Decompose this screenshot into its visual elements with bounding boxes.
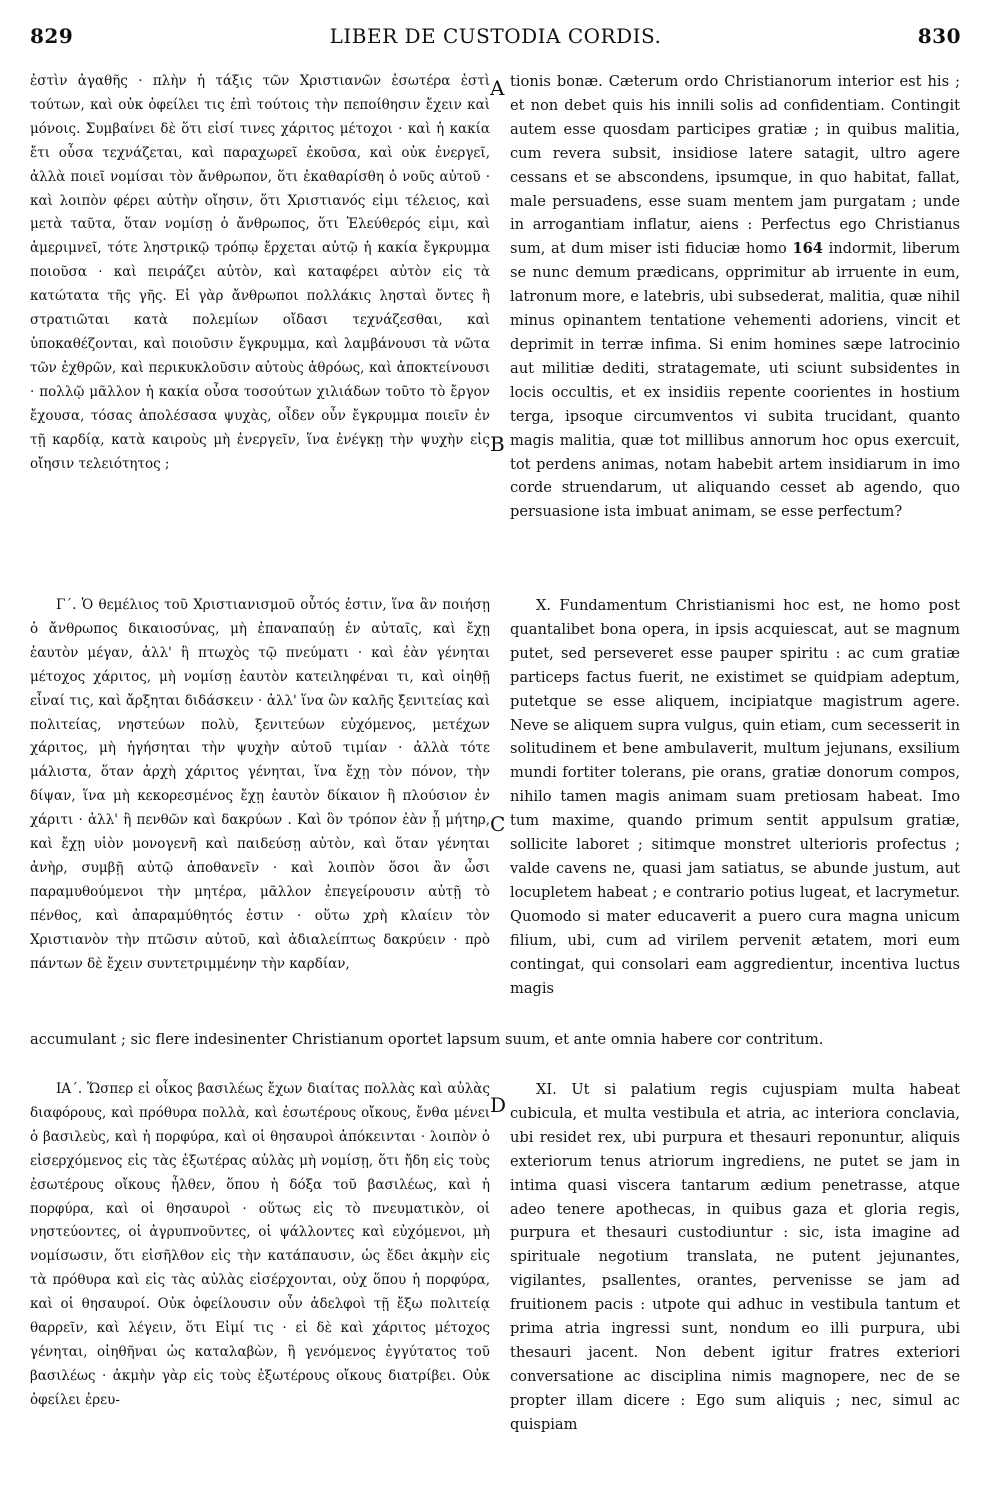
latin-paragraph-1 <box>510 70 960 590</box>
latin-text-1a: tionis bonæ. Cæterum ordo Christianorum interior est his ; et non debet quis his innili solis ad confidentiam. Contingit autem esse quosdam participes gratiæ ; in quibus malitia, cum revera subsit, insidiose latere satagit, ultro agere cessans et se abscondens, ipsumque, in quo habitat, fallat, male persuadens, esse suam mentem jam purgatam ; unde in arrogantiam inflatur, aiens : Perfectus ego Christianus sum, at dum miser isti fiduciæ homo <box>510 73 960 258</box>
running-title: LIBER DE CUSTODIA CORDIS. <box>329 24 662 48</box>
greek-text-1: ἐστὶν ἀγαθῆς · πλὴν ἡ τάξις τῶν Χριστιανῶν ἐσωτέρα ἐστὶ τούτων, καὶ οὐκ ὀφείλει τις ἐπὶ τούτοις τὴν πεποίθησιν ἔχειν καὶ μόνοις. Συμβαίνει δὲ ὅτι εἰσί τινες χάριτος μέτοχοι · καὶ ἡ κακία ἔτι οὖσα τεχνάζεται, καὶ παραχωρεῖ ἐκοῦσα, καὶ οὐκ ἐνεργεῖ, ἀλλὰ ποιεῖ νομίσαι τὸν ἄνθρωπον, ὅτι ἐκαθαρίσθη ὁ νοῦς αὐτοῦ · καὶ λοιπὸν φέρει αὐτὴν οἴησιν, ὅτι Χριστιανός εἰμι τέλειος, καὶ μετὰ ταῦτα, ὅταν νομίσῃ ὁ ἄνθρωπος, ὅτι Ἐλεύθερός εἰμι, καὶ ἀμεριμνεῖ, τότε ληστρικῷ τρόπῳ ἔρχεται αὐτῷ ἡ κακία ἔγκρυμμα ποιοῦσα · καὶ πειράζει αὐτὸν, καὶ καταφέρει αὐτὸν εἰς τὰ κατώτατα τῆς γῆς. Εἰ γὰρ ἄνθρωποι πολλάκις λησταὶ ὄντες ἢ στρατιῶται κατὰ πολεμίων οἴδασι τεχνάζεσθαι, καὶ ὑποκαθέζονται, καὶ ποιοῦσιν ἔγκρυμμα, καὶ λαμβάνουσι τὰ νῶτα τῶν ἐχθρῶν, καὶ περικυκλοῦσιν αὐτοὺς ἀθρόως, καὶ ἀποκτείνουσι · πολλῷ μᾶλλον ἡ κακία οὖσα τοσούτων χιλιάδων τοῦτο τὸ ἔργον ἔχουσα, τόσας ἀπολέσασα ψυχὰς, οἶδεν οὖν ἔγκρυμμα ποιεῖν ἐν τῇ καρδίᾳ, κατὰ καιροὺς μὴ ἐνεργεῖν, ἵνα ἐνέγκῃ τὴν ψυχὴν εἰς οἴησιν τελειότητος ; <box>30 73 490 472</box>
greek-text-3: ΙΑ΄. Ὥσπερ εἰ οἶκος βασιλέως ἔχων διαίτας πολλὰς καὶ αὐλὰς διαφόρους, καὶ πρόθυρα πολλὰ, καὶ ἐσωτέρους οἴκους, ἔνθα μένει ὁ βασιλεὺς, καὶ ἡ πορφύρα, καὶ οἱ θησαυροὶ ἀπόκεινται · λοιπὸν ὁ εἰσερχόμενος εἰς τὰς ἐξωτέρας αὐλὰς μὴ νομίσῃ, ὅτι ἤδη εἰς τοὺς ἐσωτέρους οἴκους ἦλθεν, ὅπου ἡ δόξα τοῦ βασιλέως, καὶ ἡ πορφύρα, καὶ οἱ θησαυροὶ · οὕτως εἰς τὸ πνευματικὸν, οἱ νηστεύοντες, οἱ ἀγρυπνοῦντες, οἱ ψάλλοντες καὶ εὐχόμενοι, μὴ νομίσωσιν, ὅτι εἰσῆλθον εἰς τὴν κατάπαυσιν, ὡς ἔδει ἀκμὴν εἰς τὰ πρόθυρα καὶ εἰς τὰς αὐλὰς εἰσέρχονται, οὐχ ὅπου ἡ πορφύρα, καὶ οἱ θησαυροί. Οὐκ ὀφείλουσιν οὖν ἀδελφοὶ τῇ ἔξω πολιτείᾳ θαρρεῖν, καὶ λέγειν, ὅτι Εἰμί τις · εἰ δὲ καὶ χάριτος μέτοχος γένηται, οἰηθῆναι ὡς καταλαβὼν, ἢ γενόμενος ἐγγύτατος τοῦ βασιλέως · ἀκμὴν γὰρ εἰς τοὺς ἐξωτέρους οἴκους διατρίβει. Οὐκ ὀφείλει ἐρευ- <box>30 1081 490 1408</box>
latin-text-1 <box>510 70 960 524</box>
full-width-line <box>30 1028 960 1076</box>
latin-paragraph-3 <box>510 1078 960 1483</box>
column-marker-d: D <box>490 1093 507 1117</box>
latin-text-1b: indormit, liberum se nunc demum prædicans, opprimitur ab irruente in eum, latronum more, e latebris, ubi subsederat, malitia, quæ nihil minus opinantem tentatione vehementi adoriens, vincit et deprimit in terræ infima. Si enim homines sæpe latrocinio aut militiæ dediti, stratagemate, uti sciunt subsidentes in locis occultis, et ex insidiis repente coorientes in hostium terga, ipsoque circumventos vi subita trucidant, quanto magis malitia, quæ tot millibus annorum hoc opus exercuit, tot perdens animas, notam habebit artem insidiarum in imo corde struendarum, ut aliquando cesset ab agendo, quo persuasione ista imbuat animam, se esse perfectum? <box>510 240 960 521</box>
latin-paragraph-2 <box>510 594 960 1026</box>
greek-paragraph-3 <box>30 1078 490 1483</box>
latin-text-3: XI. Ut si palatium regis cujuspiam multa habeat cubicula, et multa vestibula et atria, ac interiora conclavia, ubi residet rex, ubi purpura et thesauri reponuntur, aliquis exteriorum tenus atriorum ingrediens, ne putet se jam in intima quasi viscera tantarum ædium penetrasse, atque adeo tenere apothecas, in quibus gaza et gloria regis, purpura et thesauri custodiuntur : sic, ista imagine ad spirituale negotium translata, ne putent jejunantes, vigilantes, psallentes, orantes, pervenisse se jam ad fruitionem pacis : utpote qui adhuc in vestibula tantum et prima atria ingressi sunt, nondum eo illi purpura, ubi thesauri jacent. Non debent igitur fratres exteriori conversatione ac disciplina nimis magnopere, nec de se propter illam dicere : Ego sum aliquis ; nec, simul ac quispiam <box>510 1081 960 1433</box>
greek-paragraph-2 <box>30 594 490 1026</box>
column-marker-b: B <box>490 432 505 456</box>
left-page-number: 829 <box>30 24 74 48</box>
full-width-text: accumulant ; sic flere indesinenter Christianum oportet lapsum suum, et ante omnia habere cor contritum. <box>30 1031 824 1048</box>
column-marker-a: A <box>490 76 505 100</box>
greek-paragraph-1 <box>30 70 490 568</box>
right-page-number: 830 <box>917 24 961 48</box>
latin-text-2: X. Fundamentum Christianismi hoc est, ne homo post quantalibet bona opera, in ipsis acquiescat, aut se magnum putet, sed perseveret esse pauper spiritu : ac cum gratiæ particeps factus fuerit, ne existimet se quidpiam adeptum, putetque se esse aliquem, incipiatque magistrum agere. Neve se aliquem supra vulgus, quin etiam, cum secesserit in solitudinem et bene ambulaverit, multum jejunans, exsilium mundi fortiter tolerans, pie orans, gratiæ donorum compos, nihilo tamen magis animam suam pretiosam habeat. Imo tum maxime, quando primum sentit appulsum gratiæ, sollicite laboret ; sitimque monstret ulterioris profectus ; valde cavens ne, quasi jam satiatus, se abunde justum, aut locupletem habeat ; e contrario potius lugeat, et lacrymetur. Quomodo si mater educaverit a puero cura magna unicum filium, ubi, cum ad virilem pervenit ætatem, mori eum contingat, qui consolari eam aggredientur, incentiva luctus magis <box>510 597 960 997</box>
column-marker-c: C <box>490 812 506 836</box>
column-number-164: 164 <box>792 240 823 258</box>
greek-text-2: Γ΄. Ὁ θεμέλιος τοῦ Χριστιανισμοῦ οὗτός ἐστιν, ἵνα ἂν ποιήσῃ ὁ ἄνθρωπος δικαιοσύνας, μὴ ἐπαναπαύῃ ἐν αὐταῖς, καὶ ἔχῃ ἑαυτὸν μέγαν, ἀλλ' ἢ πτωχὸς τῷ πνεύματι · καὶ ἐὰν γένηται μέτοχος χάριτος, μὴ νομίσῃ ἑαυτὸν κατειληφέναι τι, καὶ οἰηθῇ εἶναί τις, καὶ ἄρξηται διδάσκειν · ἀλλ' ἵνα ὢν καλῆς ξενιτείας καὶ πολιτείας, νηστεύων πολὺ, ξενιτεύων εὐχόμενος, μετέχων χάριτος, μὴ ἡγήσηται τὴν ψυχὴν αὐτοῦ τιμίαν · ἀλλὰ τότε μάλιστα, ὅταν ἀρχὴ χάριτος γένηται, ἵνα ἔχῃ τὸν πόνον, τὴν δίψαν, ἵνα μὴ κεκορεσμένος ἔχῃ ἑαυτὸν δίκαιον ἢ πλούσιον ἐν χάριτι · ἀλλ' ἢ πενθῶν καὶ δακρύων . Καὶ ὃν τρόπον ἐὰν ᾖ μήτηρ, καὶ ἔχῃ υἱὸν μονογενῆ καὶ παιδεύσῃ αὐτὸν, καὶ ὅταν γένηται ἀνὴρ, συμβῇ αὐτῷ ἀποθανεῖν · καὶ λοιπὸν ὅσοι ἂν ὦσι παραμυθούμενοι τὴν μητέρα, μᾶλλον ἐπεγείρουσιν αὐτῇ τὸ πένθος, καὶ ἀπαραμύθητός ἐστιν · οὕτω χρὴ κλαίειν τὸν Χριστιανὸν τὴν πτῶσιν αὐτοῦ, καὶ ἀδιαλείπτως δακρύειν · πρὸ πάντων δὲ ἔχειν συντετριμμένην τὴν καρδίαν, <box>30 597 490 972</box>
